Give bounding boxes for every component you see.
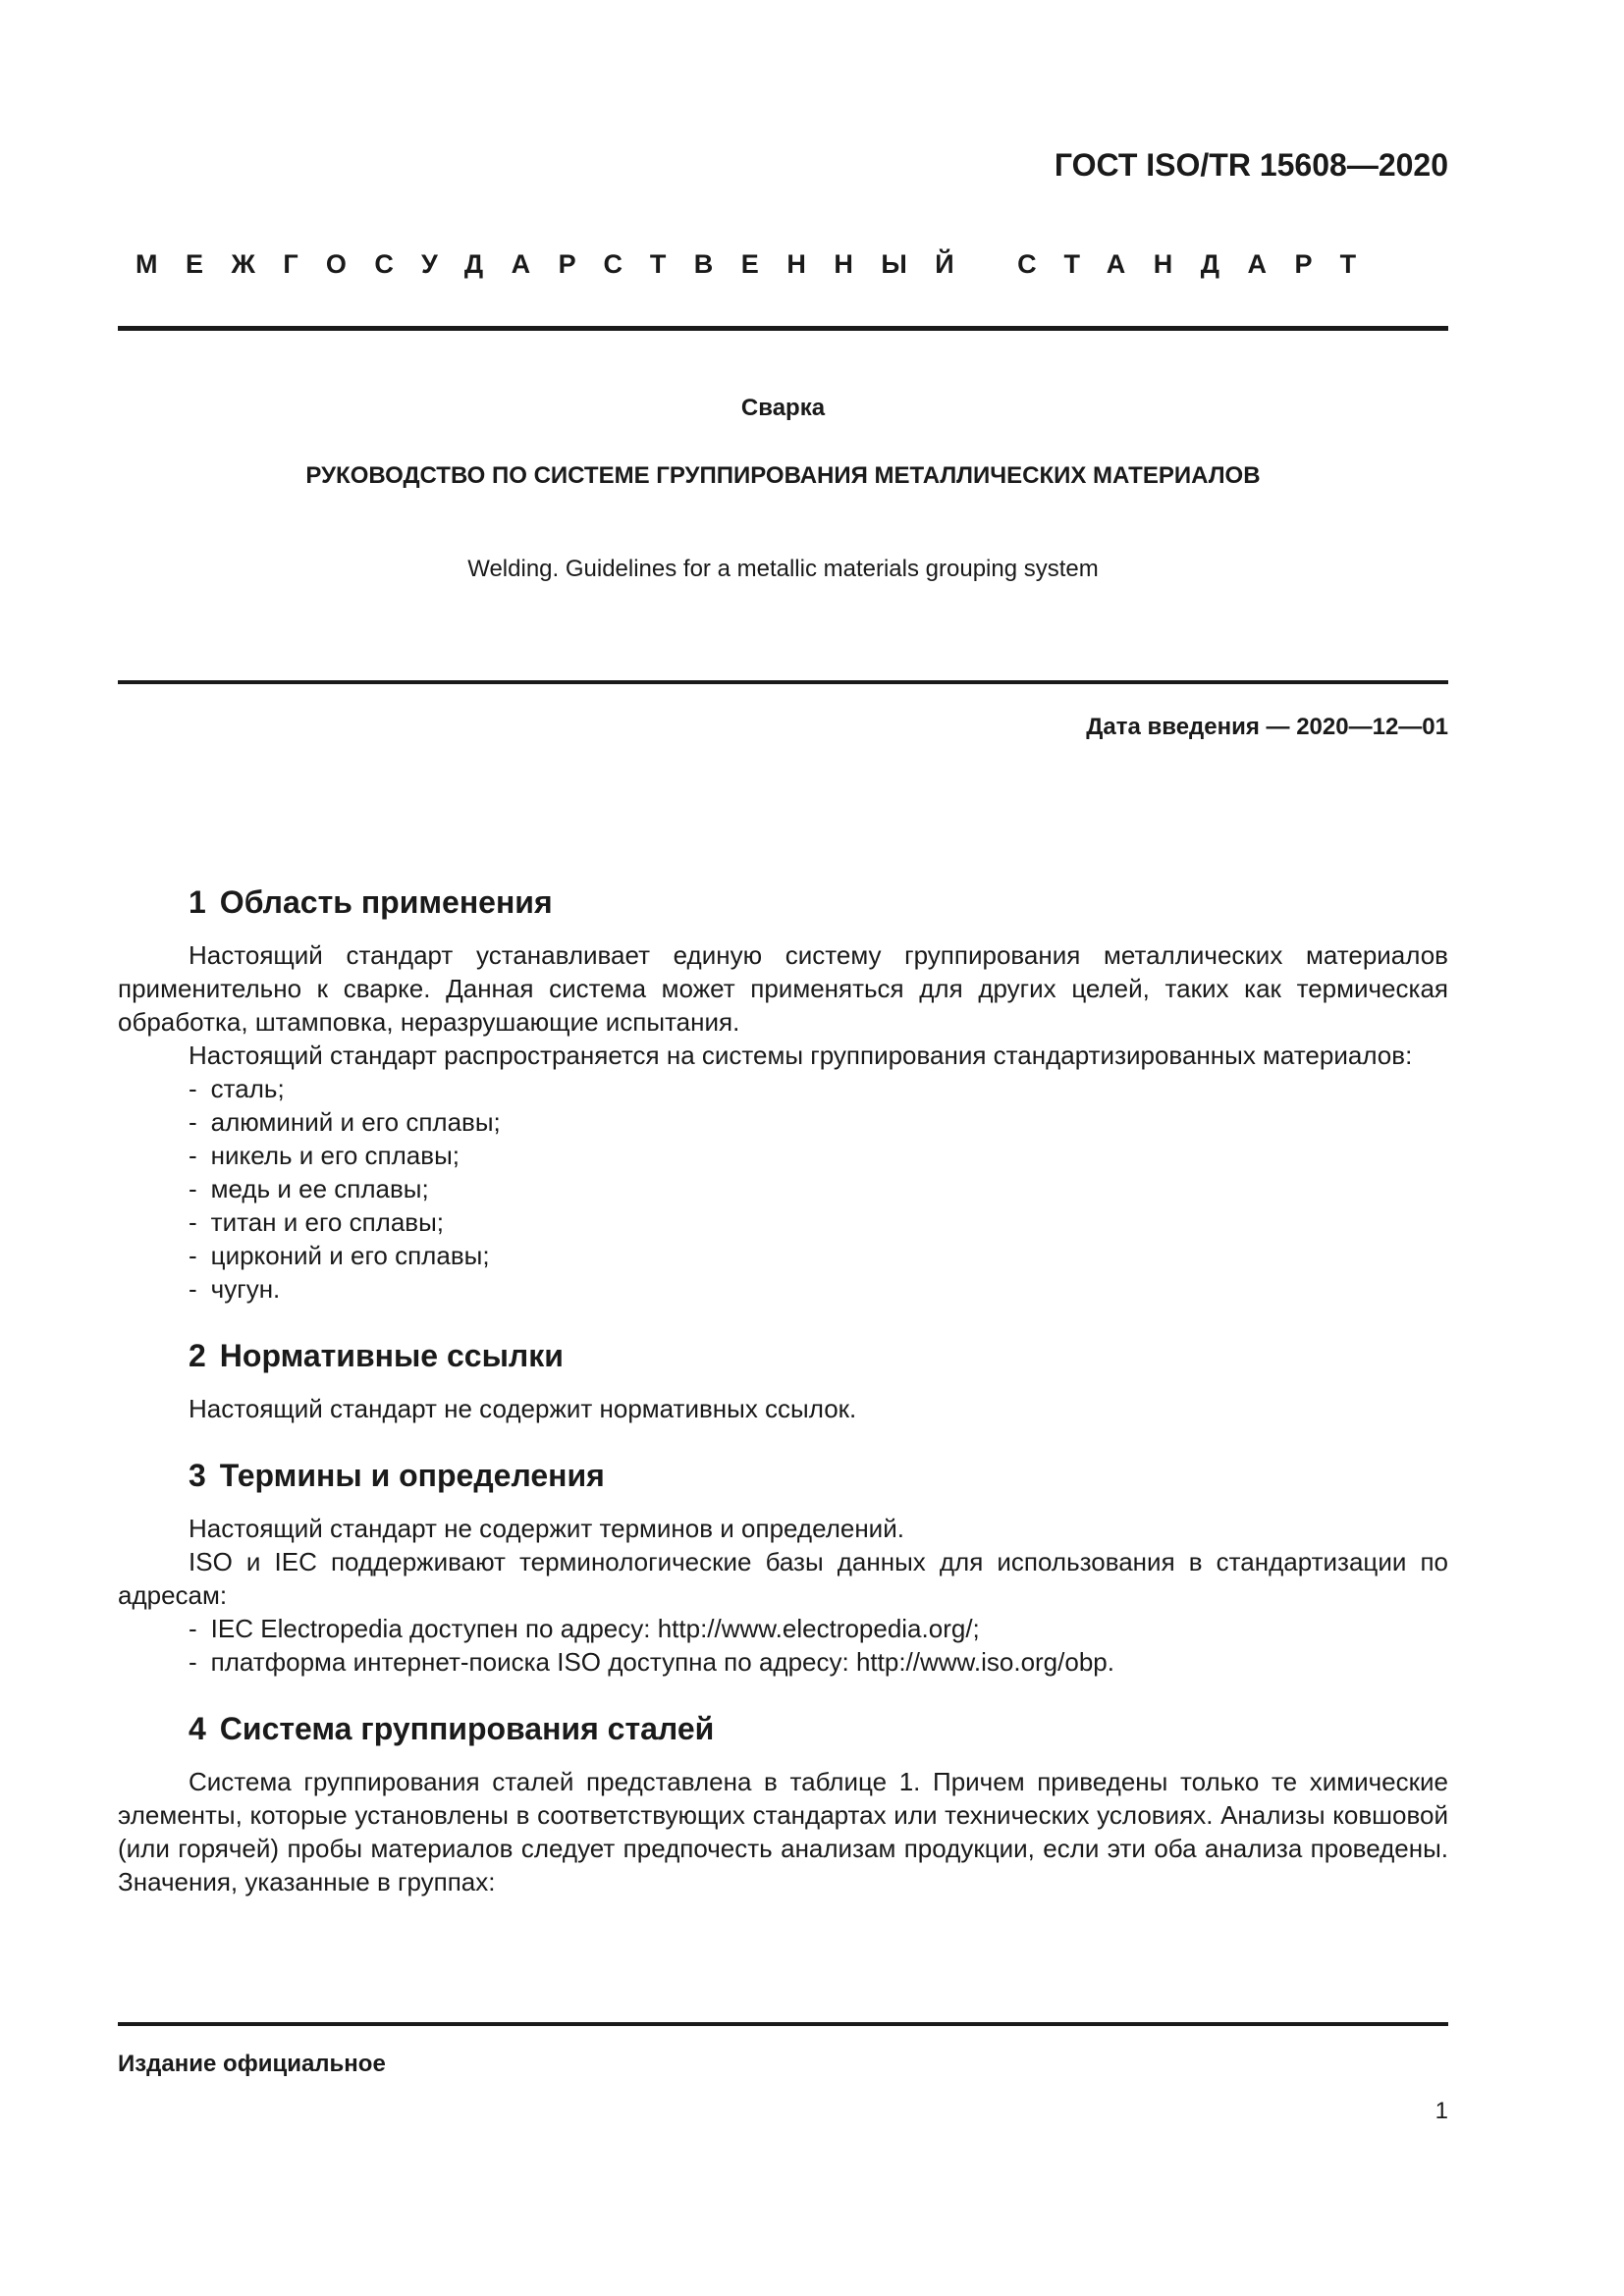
official-edition-label: Издание официальное: [118, 2051, 386, 2077]
paragraph: Настоящий стандарт устанавливает единую систему группирования металлических материалов применительно к сварке. Данная система может применяться для других целей, таких как термическая обработка, штамповка, неразрушающие испытания.: [118, 940, 1448, 1037]
page-number: 1: [1435, 2098, 1448, 2124]
section-heading: [118, 1337, 1448, 1374]
section-normative-references: [118, 1337, 1448, 1425]
title-rule: [118, 680, 1448, 684]
list-item: - цирконий и его сплавы;: [189, 1241, 490, 1270]
section-title: Термины и определения: [219, 1458, 605, 1493]
section-steel-grouping: [118, 1710, 1448, 1898]
paragraph: Настоящий стандарт не содержит терминов и определений.: [189, 1514, 904, 1543]
paragraph: Настоящий стандарт распространяется на системы группирования стандартизированных материалов:: [189, 1041, 1413, 1070]
list-item: - никель и его сплавы;: [189, 1141, 460, 1170]
list-item: - IEC Electropedia доступен по адресу: http://www.electropedia.org/;: [189, 1614, 980, 1643]
list-item: - алюминий и его сплавы;: [189, 1107, 501, 1137]
section-number: 4: [189, 1711, 206, 1746]
list-item: - чугун.: [189, 1274, 281, 1304]
document-subject: Сварка: [740, 395, 826, 421]
footer-rule: [118, 2022, 1448, 2026]
section-number: 2: [189, 1338, 206, 1373]
materials-list: [118, 1072, 1448, 1306]
paragraph: ISO и IEC поддерживают терминологические базы данных для использования в стандартизации по адресам:: [118, 1547, 1448, 1610]
paragraph: Настоящий стандарт не содержит нормативных ссылок.: [189, 1394, 857, 1423]
interstate-standard-label: МЕЖГОСУДАРСТВЕННЫЙ СТАНДАРТ: [135, 249, 1384, 279]
section-heading: [118, 883, 1448, 921]
document-title-en: Welding. Guidelines for a metallic materials grouping system: [467, 556, 1099, 582]
section-number: 1: [189, 884, 206, 920]
section-scope: [118, 883, 1448, 1306]
section-terms-definitions: [118, 1457, 1448, 1679]
section-title: Нормативные ссылки: [219, 1338, 564, 1373]
top-rule: [118, 326, 1448, 331]
introduction-date: Дата введения — 2020—12—01: [1086, 714, 1448, 740]
document-title-ru: РУКОВОДСТВО ПО СИСТЕМЕ ГРУППИРОВАНИЯ МЕТАЛЛИЧЕСКИХ МАТЕРИАЛОВ: [305, 462, 1261, 489]
section-heading: [118, 1710, 1448, 1747]
list-item: - титан и его сплавы;: [189, 1207, 444, 1237]
section-title: Система группирования сталей: [219, 1711, 715, 1746]
list-item: - платформа интернет-поиска ISO доступна по адресу: http://www.iso.org/obp.: [189, 1647, 1114, 1677]
paragraph: Система группирования сталей представлена в таблице 1. Причем приведены только те химические элементы, которые установлены в соответствующих стандартах или технических условиях. Анализы ковшовой (или горячей) пробы материалов следует предпочесть анализам продукции, если эти оба анализа проведены. Значения, указанные в группах:: [118, 1767, 1448, 1896]
section-heading: [118, 1457, 1448, 1494]
document-body: [118, 883, 1448, 1898]
section-title: Область применения: [219, 884, 553, 920]
list-item: - медь и ее сплавы;: [189, 1174, 429, 1203]
list-item: - сталь;: [189, 1074, 285, 1103]
document-code: ГОСТ ISO/TR 15608—2020: [1054, 147, 1448, 183]
terminology-databases-list: [118, 1612, 1448, 1679]
section-number: 3: [189, 1458, 206, 1493]
